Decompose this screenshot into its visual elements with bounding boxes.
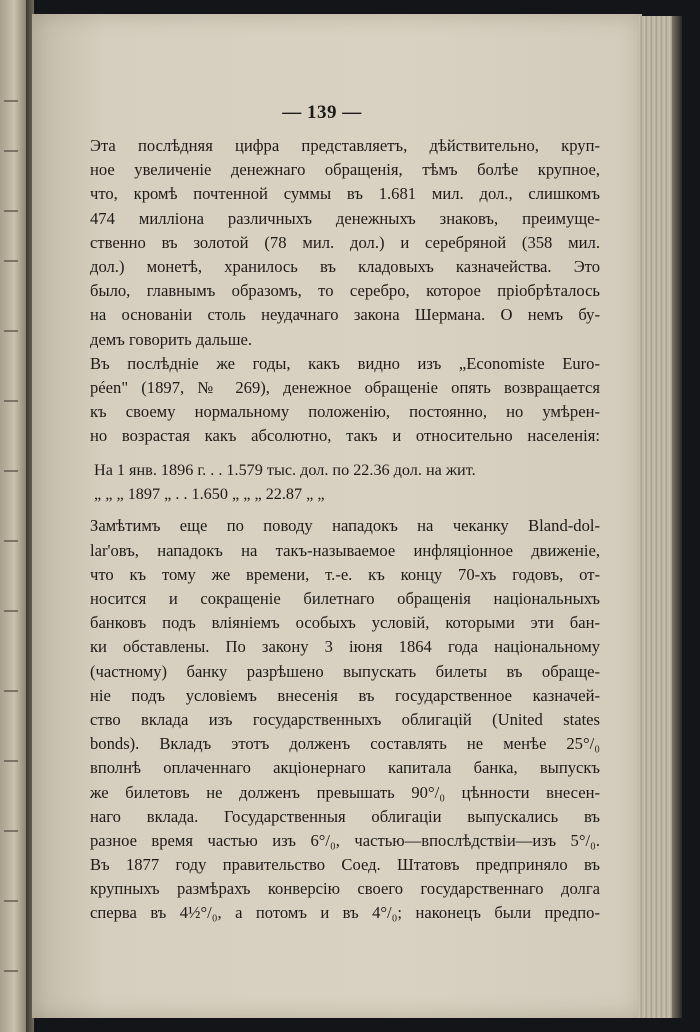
page-stack-edge <box>638 16 674 1018</box>
paragraph-1 <box>90 134 600 352</box>
paragraph-3 <box>90 514 600 925</box>
text-line: ки обставлены. По закону 3 іюня 1864 года національному <box>90 637 600 657</box>
text-line: Въ послѣдніе же годы, какъ видно изъ „Economiste Euro- <box>90 353 600 373</box>
text-line: къ своему нормальному положенію, постоянно, но умѣрен- <box>90 402 600 422</box>
text-line: на основаніи столь неудачнаго закона Шермана. О немъ бу- <box>90 305 600 325</box>
text-line: ніе подъ условіемъ внесенія въ государственное казначей- <box>90 685 600 705</box>
population-table <box>90 458 600 506</box>
text-line: крупныхъ размѣрахъ конверсію своего государственнаго долга <box>90 879 600 899</box>
text-line: ное увеличеніе денежнаго обращенія, тѣмъ болѣе крупное, <box>90 160 600 180</box>
book-page <box>32 14 642 1018</box>
text-line: ственно въ золотой (78 мил. дол.) и серебряной (358 мил. <box>90 232 600 252</box>
text-line: но возрастая какъ абсолютно, такъ и относительно населенія: <box>90 426 600 446</box>
text-line: что, кромѣ почтенной суммы въ 1.681 мил. дол., слишкомъ <box>90 184 600 204</box>
page-stack-shadow <box>672 16 682 1018</box>
text-line: демъ говорить дальше. <box>90 329 252 349</box>
text-line: носится и сокращеніе билетнаго обращенія національныхъ <box>90 589 600 608</box>
paragraph-2 <box>90 352 600 449</box>
text-line: было, главнымъ образомъ, то серебро, которое пріобрѣталось <box>90 281 600 301</box>
text-line: дол.) монетѣ, хранилось въ кладовыхъ казначейства. Это <box>90 256 600 276</box>
text-line: Въ 1877 году правительство Соед. Штатовъ предприняло въ <box>90 855 600 875</box>
table-row: „ „ „ 1897 „ . . 1.650 „ „ „ 22.87 „ „ <box>94 485 325 504</box>
text-line: ство вклада изъ государственныхъ облигацій (United states <box>90 709 600 729</box>
page-body <box>90 134 600 926</box>
text-line: péen" (1897, № 269), денежное обращеніе опять возвращается <box>90 377 600 397</box>
text-line: сперва въ 4½°/₀, а потомъ и въ 4°/₀; наконецъ были предпо- <box>90 903 600 923</box>
text-line: банковъ подъ вліяніемъ особыхъ условій, которыми эти бан- <box>90 613 600 633</box>
text-line: 474 милліона различныхъ денежныхъ знаковъ, преимуще- <box>90 208 600 228</box>
facing-page-edge <box>0 0 26 1032</box>
text-line: lar'овъ, нападокъ на такъ-называемое инфляціонное движеніе, <box>90 540 600 560</box>
text-line: Замѣтимъ еще по поводу нападокъ на чеканку Bland-dol- <box>90 516 600 536</box>
text-line: bonds). Вкладъ этотъ долженъ составлять не менѣе 25°/₀ <box>90 734 600 754</box>
text-line: (частному) банку разрѣшено выпускать билеты въ обраще- <box>90 661 600 681</box>
text-line: вполнѣ оплаченнаго акціонернаго капитала банка, выпускъ <box>90 758 600 778</box>
text-line: Эта послѣдняя цифра представляетъ, дѣйствительно, круп- <box>90 136 600 155</box>
text-line: же билетовъ не долженъ превышать 90°/₀ цѣнности внесен- <box>90 782 600 802</box>
table-row: На 1 янв. 1896 г. . . 1.579 тыс. дол. по 22.36 дол. на жит. <box>94 461 476 480</box>
text-line: наго вклада. Государственныя облигаціи выпускались въ <box>90 806 600 826</box>
text-line: что къ тому же времени, т.-е. къ концу 70-хъ годовъ, от- <box>90 564 600 584</box>
text-line: разное время частью изъ 6°/₀, частью—впослѣдствіи—изъ 5°/₀. <box>90 830 600 850</box>
page-number: — 139 — <box>282 102 362 123</box>
